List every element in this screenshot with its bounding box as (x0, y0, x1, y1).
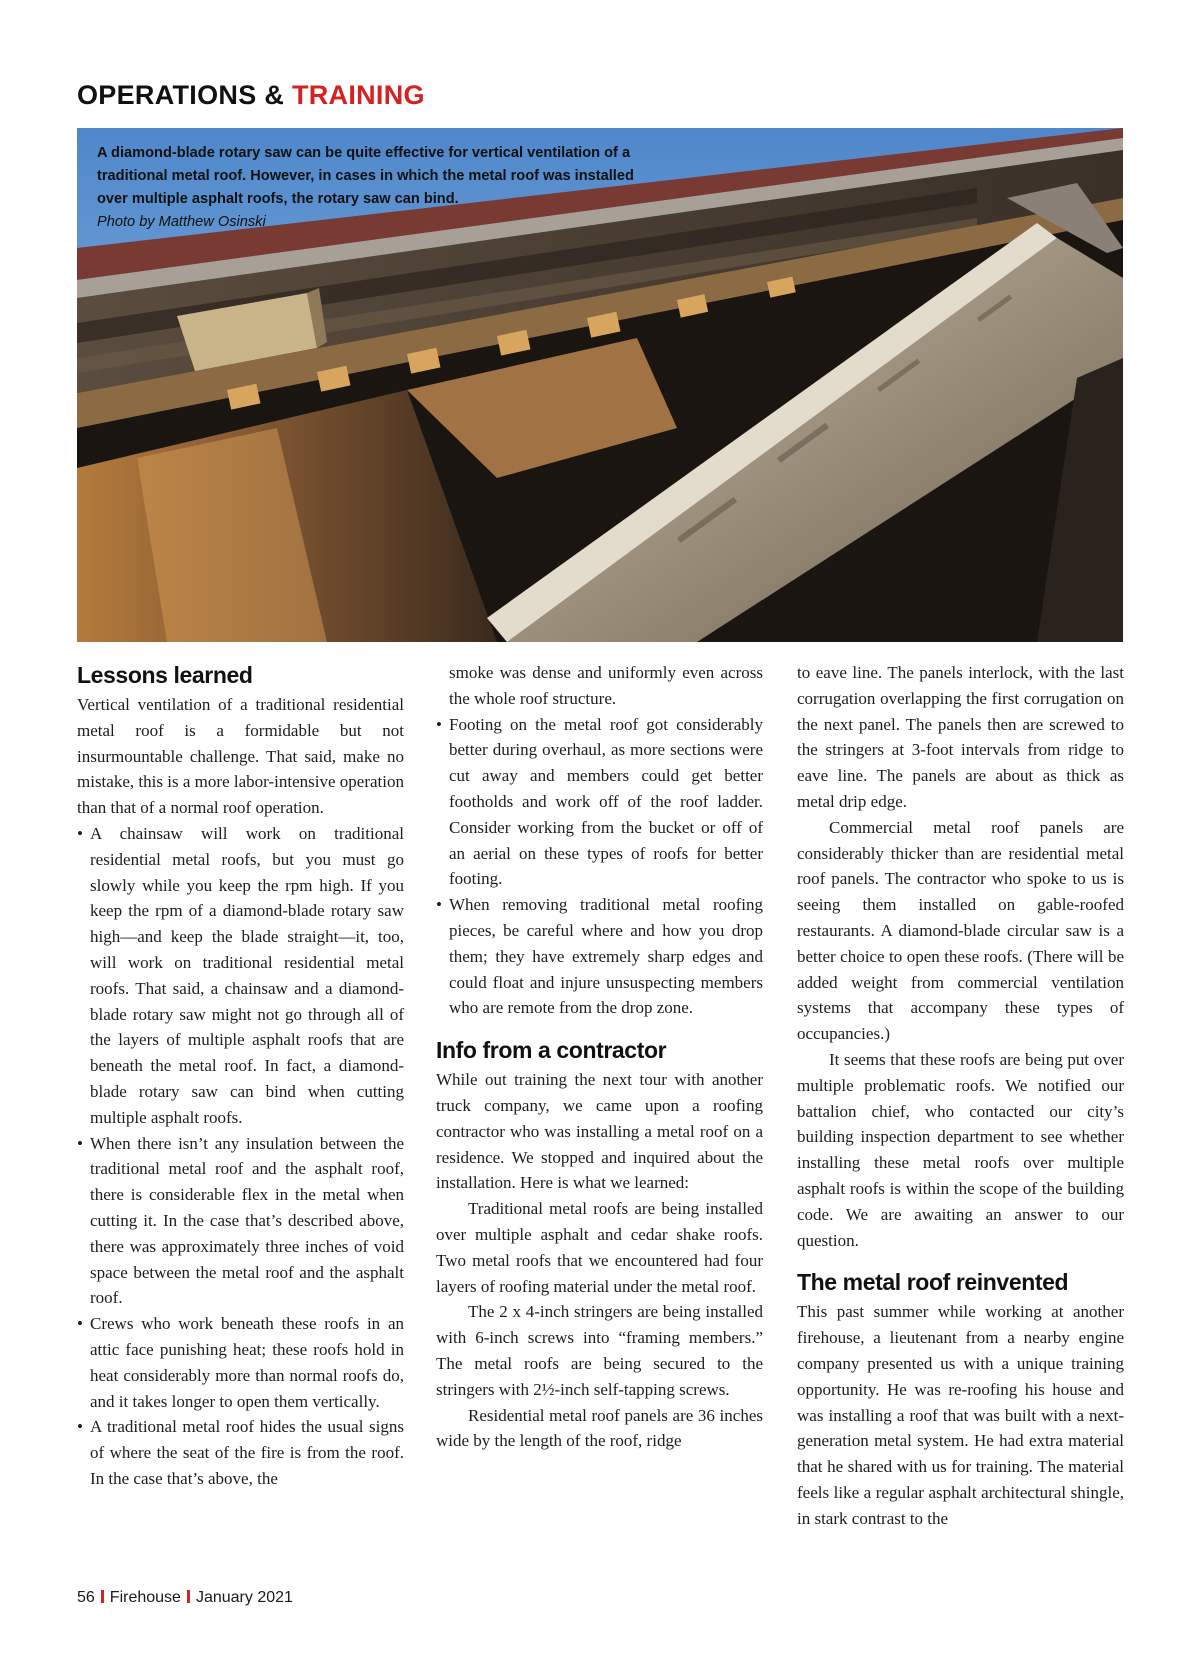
column2-paragraph: Residential metal roof panels are 36 inches wide by the length of the roof, ridge (436, 1405, 763, 1451)
photo-credit: Photo by Matthew Osinski (97, 214, 266, 230)
column3-paragraph: It seems that these roofs are being put over multiple problematic roofs. We notified our battalion chief, who contacted our city’s building inspection department to see whether installing these metal roofs over multiple asphalt roofs is within the scope of the building code. We are awaiting an answer to our question. (797, 1049, 1124, 1250)
list-item: • When removing traditional metal roofing pieces, be careful where and how you drop them; they have extremely sharp edges and could float and injure unsuspecting members who are remote from the drop zone. (436, 892, 763, 1021)
column1-bullet-list (77, 821, 404, 1492)
page-number: 56 (77, 1589, 95, 1606)
list-item: • When there isn’t any insulation between the traditional metal roof and the asphalt roof, there is considerable flex in the metal when cutting it. In the case that’s described above, there was approximately three inches of void space between the metal roof and the asphalt roof. (77, 1131, 404, 1312)
column2-bullet-list (436, 712, 763, 1022)
issue-date: January 2021 (195, 1589, 293, 1606)
section-header (77, 78, 425, 112)
column2-paragraph: While out training the next tour with another truck company, we came upon a roofing contractor who was installing a metal roof on a residence. We stopped and inquired about the installation. Here is what we learned: (436, 1070, 763, 1193)
heading-lessons-learned: Lessons learned (77, 662, 253, 688)
column2-paragraph: The 2 x 4-inch stringers are being installed with 6-inch screws into “framing members.” The metal roofs are being secured to the stringers with 2½-inch self-tapping screws. (436, 1302, 763, 1399)
photo-caption (97, 142, 657, 234)
article-column-3 (797, 660, 1124, 1532)
footer-divider (187, 1590, 190, 1603)
column3-continuation: to eave line. The panels interlock, with the last corrugation overlapping the first corrugation on the next panel. The panels then are screwed to the stringers at 3-foot intervals from ridge to eave line. The panels are about as thick as metal drip edge. (797, 663, 1124, 811)
photo-caption-text: A diamond-blade rotary saw can be quite effective for vertical ventilation of a traditional metal roof. However, in cases in which the metal roof was installed over multiple asphalt roofs, the rotary saw can bind. (97, 145, 634, 207)
section-header-prefix: OPERATIONS & (77, 80, 285, 110)
heading-info-from-contractor: Info from a contractor (436, 1037, 667, 1064)
column3-paragraph: Commercial metal roof panels are considerably thicker than are residential metal roof panels. The contractor who spoke to us is seeing them installed on gable-roofed restaurants. A diamond-blade circular saw is a better choice to open these roofs. (There will be added weight from commercial ventilation systems that accompany these types of occupancies.) (797, 817, 1124, 1044)
list-item: • A traditional metal roof hides the usual signs of where the seat of the fire is from the roof. In the case that’s above, the (77, 1414, 404, 1491)
list-item: • A chainsaw will work on traditional residential metal roofs, but you must go slowly while you keep the rpm high. If you keep the rpm of a diamond-blade rotary saw high—and keep the blade straight—it, too, will work on traditional residential metal roofs. That said, a chainsaw and a diamond-blade rotary saw might not go through all of the layers of multiple asphalt roofs that are beneath the metal roof. In fact, a diamond-blade rotary saw can bind when cutting multiple asphalt roofs. (77, 821, 404, 1131)
article-column-1 (77, 660, 404, 1492)
list-item: • Crews who work beneath these roofs in an attic face punishing heat; these roofs hold in heat considerably more than normal roofs do, and it takes longer to open them vertically. (77, 1311, 404, 1414)
section-header-highlight: TRAINING (291, 80, 425, 110)
page-footer (77, 1588, 293, 1608)
column2-paragraph: Traditional metal roofs are being installed over multiple asphalt and cedar shake roofs. Two metal roofs that we encountered had four layers of roofing material under the metal roof. (436, 1199, 763, 1296)
heading-metal-roof-reinvented: The metal roof reinvented (797, 1269, 1069, 1296)
column1-intro: Vertical ventilation of a traditional residential metal roof is a formidable but not insurmountable challenge. That said, make no mistake, this is a more labor-intensive operation than that of a normal roof operation. (77, 695, 404, 818)
feature-photo (77, 128, 1123, 642)
article-column-2 (436, 660, 763, 1454)
footer-divider (101, 1590, 104, 1603)
publication-name: Firehouse (109, 1589, 181, 1606)
column2-continuation: smoke was dense and uniformly even across the whole roof structure. (449, 663, 763, 708)
list-item: • Footing on the metal roof got considerably better during overhaul, as more sections were cut away and members could get better footholds and work off of the roof ladder. Consider working from the bucket or off of an aerial on these types of roofs for better footing. (436, 712, 763, 893)
column3-final-paragraph: This past summer while working at another firehouse, a lieutenant from a nearby engine company presented us with a unique training opportunity. He was re-roofing his house and was installing a roof that was built with a next-generation metal system. He had extra material that he shared with us for training. The material feels like a regular asphalt architectural shingle, in stark contrast to the (797, 1302, 1124, 1528)
